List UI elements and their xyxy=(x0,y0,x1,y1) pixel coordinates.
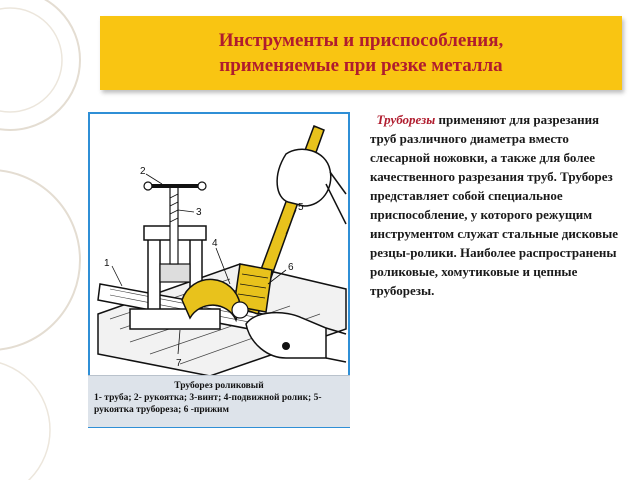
title-banner xyxy=(100,16,622,90)
callout-2: 2 xyxy=(140,166,146,177)
callout-4: 4 xyxy=(212,238,218,249)
body-paragraph xyxy=(370,110,620,300)
callout-7: 7 xyxy=(176,358,182,369)
title-line-2: применяемые при резке металла xyxy=(219,55,503,76)
caption-legend: 1- труба; 2- рукоятка; 3-винт; 4-подвижной ролик; 5-рукоятка трубореза; 6 -прижим xyxy=(94,393,322,415)
callout-1: 1 xyxy=(104,258,110,269)
figure-caption xyxy=(88,375,350,427)
lead-term: Труборезы xyxy=(376,112,436,127)
callout-3: 3 xyxy=(196,207,202,218)
body-text: применяют для разрезания труб различного диаметра вместо слесарной ножовки, а также для более качественного разрезания труб. Труборез представляет собой специальное приспособление, у которого режущим инструментом служат стальные дисковые резцы-ролики. Наиболее распространены роликовые, хомутиковые и цепные труборезы. xyxy=(370,112,619,298)
callout-5: 5 xyxy=(298,202,304,213)
caption-title: Труборез роликовый xyxy=(174,381,264,391)
callout-6: 6 xyxy=(288,262,294,273)
title-line-1: Инструменты и приспособления, xyxy=(218,30,504,51)
